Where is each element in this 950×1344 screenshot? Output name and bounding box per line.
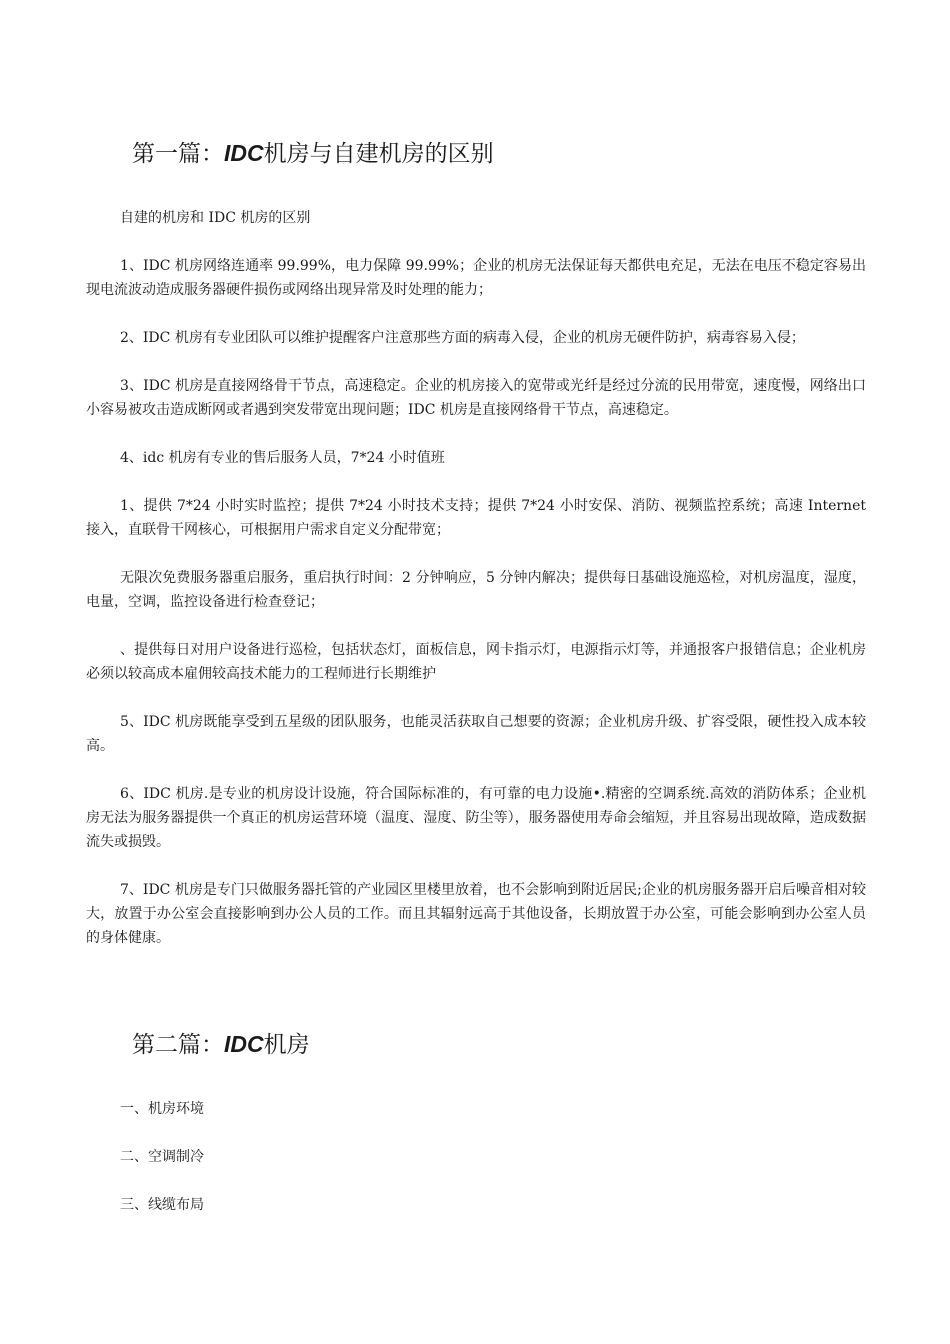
part1-body xyxy=(86,254,866,974)
part2-item-3: 三、线缆布局 xyxy=(120,1197,204,1213)
paragraph-5: 1、提供 7*24 小时实时监控；提供 7*24 小时技术支持；提供 7*24 小时安保、消防、视频监控系统；高速 Internet 接入，直联骨干网核心，可根据用户需求自定义分配带宽； xyxy=(86,498,866,538)
part2-heading-en: IDC xyxy=(224,1031,264,1057)
paragraph-9: 6、IDC 机房.是专业的机房设计设施，符合国际标准的，有可靠的电力设施•.精密的空调系统.高效的消防体系；企业机房无法为服务器提供一个真正的机房运营环境（温度、湿度、防尘等），服务器使用寿命会缩短，并且容易出现故障，造成数据流失或损毁。 xyxy=(86,786,866,850)
part2-item-1: 一、机房环境 xyxy=(120,1101,204,1117)
part2-heading xyxy=(132,1029,310,1060)
paragraph-4: 4、idc 机房有专业的售后服务人员，7*24 小时值班 xyxy=(120,450,445,466)
paragraph-1: 1、IDC 机房网络连通率 99.99%，电力保障 99.99%；企业的机房无法保证每天都供电充足，无法在电压不稳定容易出现电流波动造成服务器硬件损伤或网络出现异常及时处理的能力； xyxy=(86,258,866,298)
part1-heading-en: IDC xyxy=(224,140,264,166)
paragraph-3: 3、IDC 机房是直接网络骨干节点，高速稳定。企业的机房接入的宽带或光纤是经过分流的民用带宽，速度慢，网络出口小容易被攻击造成断网或者遇到突发带宽出现问题；IDC 机房是直接网络骨干节点，高速稳定。 xyxy=(86,378,866,418)
part1-heading-prefix: 第一篇： xyxy=(132,141,224,167)
part2-heading-prefix: 第二篇： xyxy=(132,1032,224,1058)
paragraph-8: 5、IDC 机房既能享受到五星级的团队服务，也能灵活获取自己想要的资源；企业机房升级、扩容受限，硬性投入成本较高。 xyxy=(86,714,866,754)
paragraph-2: 2、IDC 机房有专业团队可以维护提醒客户注意那些方面的病毒入侵，企业的机房无硬件防护，病毒容易入侵； xyxy=(120,330,805,346)
part1-heading-rest: 机房与自建机房的区别 xyxy=(263,141,494,167)
paragraph-7: 、提供每日对用户设备进行巡检，包括状态灯，面板信息，网卡指示灯，电源指示灯等，并通报客户报错信息；企业机房必须以较高成本雇佣较高技术能力的工程师进行长期维护 xyxy=(86,642,866,682)
part2-item-2: 二、空调制冷 xyxy=(120,1149,204,1165)
part2-heading-rest: 机房 xyxy=(263,1032,310,1058)
paragraph-10: 7、IDC 机房是专门只做服务器托管的产业园区里楼里放着，也不会影响到附近居民;企业的机房服务器开启后噪音相对较大，放置于办公室会直接影响到办公人员的工作。而且其辐射远高于其他设备，长期放置于办公室，可能会影响到办公室人员的身体健康。 xyxy=(86,882,866,946)
part1-heading xyxy=(132,138,494,169)
paragraph-6: 无限次免费服务器重启服务，重启执行时间：2 分钟响应，5 分钟内解决；提供每日基础设施巡检，对机房温度，湿度，电量，空调，监控设备进行检查登记； xyxy=(86,570,866,610)
part1-subtitle: 自建的机房和 IDC 机房的区别 xyxy=(120,210,311,226)
